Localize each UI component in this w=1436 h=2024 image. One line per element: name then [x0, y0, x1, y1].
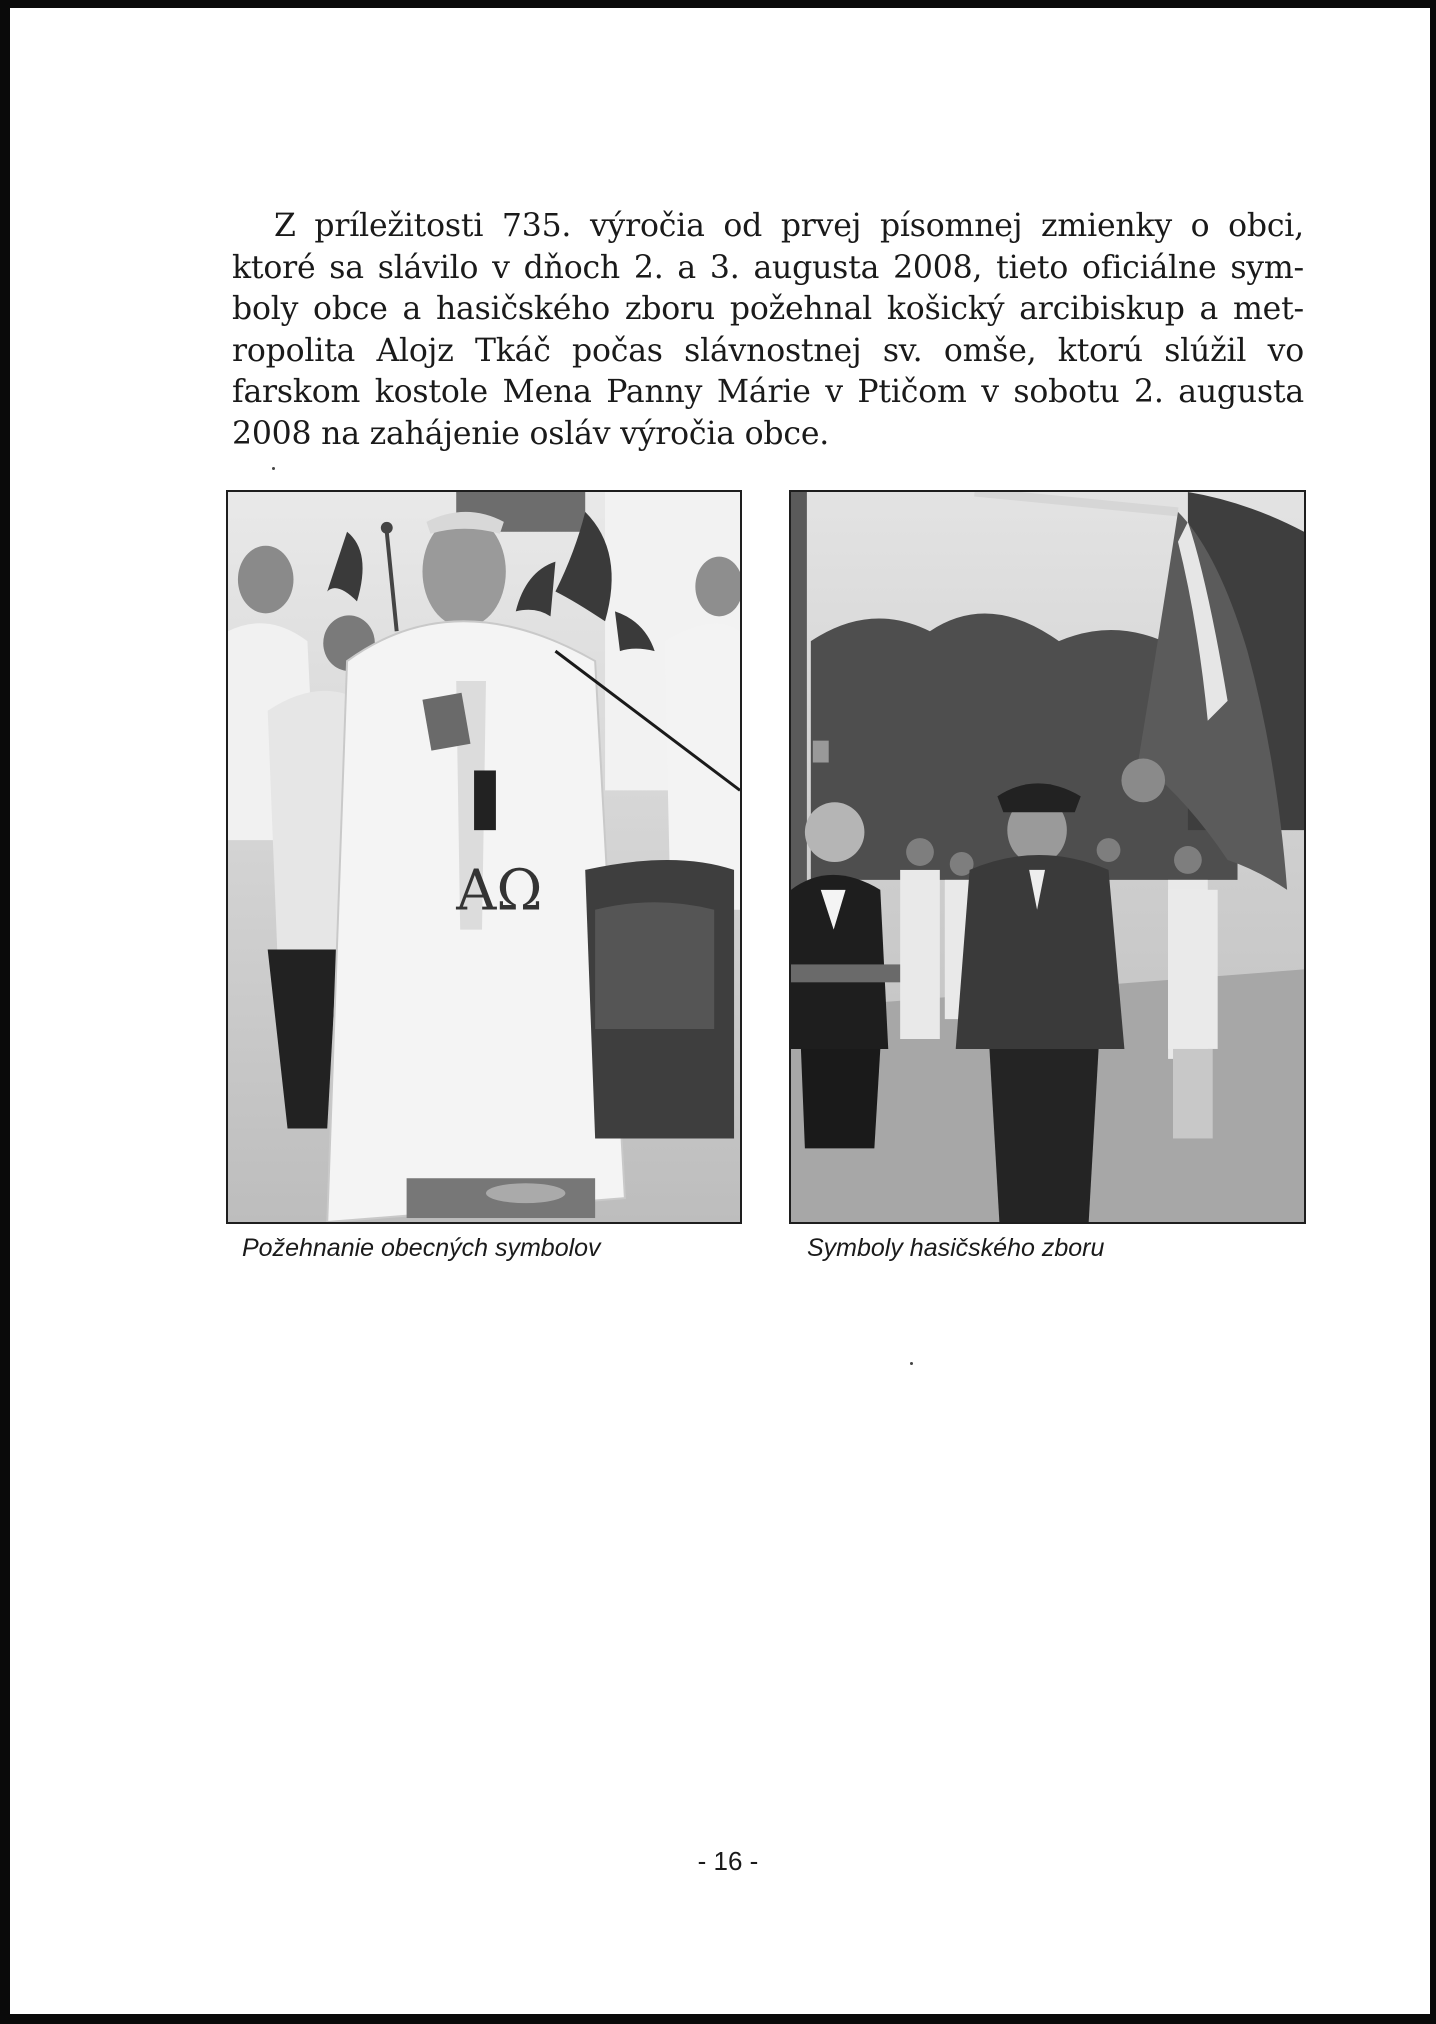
svg-text:AΩ: AΩ: [456, 858, 543, 924]
scan-speck: [910, 1362, 913, 1365]
blessing-photo-image: [228, 492, 740, 1222]
fire-brigade-photo: [789, 490, 1306, 1224]
blessing-photo: [226, 490, 742, 1224]
body-paragraph: Z príležitosti 735. výročia od prvej písomnej zmienky o obci, ktoré sa slávilo v dňoch 2. a 3. augusta 2008, tieto oficiálne sym-boly obce a hasičského zboru požehnal košický arcibiskup a met-ropolita Alojz Tkáč počas slávnostnej sv. omše, ktorú slúžil vo farskom kostole Mena Panny Márie v Ptičom v sobotu 2. augusta 2008 na zahájenie osláv výročia obce.: [232, 208, 1304, 452]
blessing-photo-caption: Požehnanie obecných symbolov: [242, 1234, 601, 1262]
fire-brigade-photo-caption: Symboly hasičského zboru: [807, 1234, 1105, 1262]
fire-brigade-photo-image: [791, 492, 1304, 1222]
page-number: - 16 -: [697, 1846, 759, 1876]
scan-speck: [272, 467, 275, 470]
